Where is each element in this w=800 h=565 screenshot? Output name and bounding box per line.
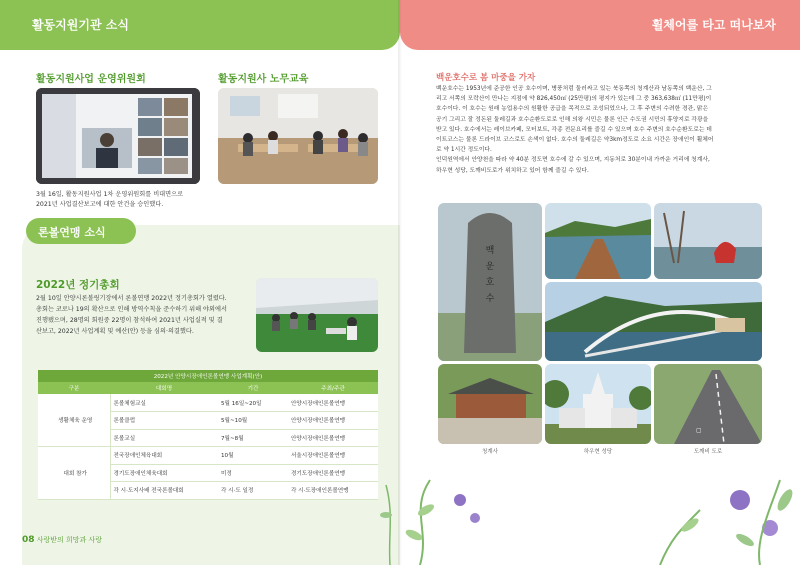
table-cell: 안양시장애인론볼연맹 — [288, 394, 378, 412]
table-cell: 경기도장애인체육대회 — [110, 464, 218, 482]
flower-decoration-icon — [400, 470, 800, 565]
article-line: 받고 있다. 호수에서는 레이브카페, 모터보트, 각종 전문요리를 즐길 수 있으며 호수 주변의 호수순환도로는 데 — [436, 126, 712, 133]
dokkaebi-road-photo — [654, 364, 762, 444]
table-title: 2022년 안양시장애인론볼연맹 사업계획(안) — [38, 370, 378, 382]
table-cell: 10월 — [218, 447, 288, 465]
page-number-footer — [22, 535, 102, 545]
stone-text-3: 호 — [485, 278, 495, 288]
general-meeting-body — [36, 293, 256, 337]
page-number: 08 — [22, 535, 35, 545]
page-gutter — [398, 0, 402, 565]
article-line: 백운호수는 1953년에 준공한 인공 호수이며, 병풍처럼 둘러싸고 있는 북동쪽의 청계산과 남동쪽의 백운산, 그 — [436, 86, 712, 92]
photo-label-cheonggyesa: 청계사 — [482, 449, 498, 455]
general-meeting-title: 2022년 정기총회 — [36, 279, 120, 291]
article-body — [436, 84, 766, 176]
article-line: 리고 서쪽의 모락산이 만나는 지점에 약 826,450㎡ (25만평)의 평지가 있는데 그 중 363,638㎡ (11만평)이 — [436, 96, 712, 103]
stone-monument-photo — [438, 203, 542, 361]
general-meeting-photo — [256, 278, 378, 352]
article-line: 공기 그리고 잘 정돈된 둘레길과 호수순환도로로 인해 의왕 시민은 물론 인근 수도권 시민의 휴양지로 각광을 — [436, 116, 709, 123]
table-cell: 서울시장애인론볼연맹 — [288, 447, 378, 465]
table-header-period: 기간 — [218, 382, 288, 394]
table-row — [38, 447, 378, 465]
lake-sculpture-photo — [654, 203, 762, 279]
lake-bridge-photo — [545, 282, 762, 361]
table-row — [38, 394, 378, 412]
table-cell: 론볼클럽 — [110, 412, 218, 430]
article-line: 이트코스는 물론 드라이브 코스로도 손색이 없다. 호수의 둘레길은 약3km정도로 소요 시간은 장애인이 휠체어 — [436, 137, 714, 144]
general-meeting-line-2: 총회는 코로나 19의 확산으로 인해 방역수칙을 준수하기 위해 야외에서 — [36, 306, 227, 313]
road-marking-text: ▢ — [696, 427, 702, 434]
table-header-host: 주최/주관 — [288, 382, 378, 394]
stone-text-1: 백 — [485, 246, 495, 256]
general-meeting-line-3: 진행됐으며, 28명의 회원중 22명이 참석하여 2021년 사업실적 및 결 — [36, 317, 223, 324]
labor-education-photo — [218, 88, 378, 184]
table-cell: 론볼체험교실 — [110, 394, 218, 412]
photo-label-dokkaebi: 도깨비 도로 — [693, 449, 723, 455]
lawn-bowls-news-tab-label: 론볼연맹 소식 — [38, 226, 106, 239]
lake-deck-illustration — [545, 203, 651, 279]
table-cell: 7월~8월 — [218, 429, 288, 447]
table-cell: 미정 — [218, 464, 288, 482]
road-illustration — [654, 364, 762, 444]
general-meeting-line-4: 산보고, 2022년 사업계획 및 예산(안) 등을 심의·의결했다. — [36, 328, 194, 335]
section-title-education: 활동지원사 노무교육 — [218, 74, 309, 85]
church-illustration — [545, 364, 651, 444]
table-cell: 5월~10월 — [218, 412, 288, 430]
article-line: 하우현 성당, 도깨비도로가 위치하고 있어 함께 즐길 수 있다. — [436, 167, 589, 174]
table-cell: 5월 16일~20일 — [218, 394, 288, 412]
business-plan-table — [38, 370, 378, 500]
left-header-title: 활동지원기관 소식 — [32, 18, 129, 32]
general-meeting-line-1: 2월 10일 안양시론볼링기장에서 론볼연맹 2022년 정기총회가 열렸다. — [36, 295, 227, 302]
stone-text-4: 수 — [485, 294, 495, 304]
hauhyeon-church-photo — [545, 364, 651, 444]
committee-caption — [36, 190, 206, 210]
committee-meeting-photo — [36, 88, 200, 184]
cheonggyesa-photo — [438, 364, 542, 444]
stone-monument-illustration — [438, 203, 542, 361]
table-header-category: 구분 — [38, 382, 110, 394]
temple-illustration — [438, 364, 542, 444]
table-cell: 전국장애인체육대회 — [110, 447, 218, 465]
stone-text-2: 운 — [485, 262, 495, 272]
table-cell: 안양시장애인론볼연맹 — [288, 429, 378, 447]
right-header-title: 휠체어를 타고 떠나보자 — [651, 18, 776, 32]
table-cell: 안양시장애인론볼연맹 — [288, 412, 378, 430]
table-cell-category: 대회 참가 — [38, 447, 110, 500]
table-cell-category: 생활체육 운영 — [38, 394, 110, 447]
article-line: 호수이다. 이 호수는 원래 농업용수의 원활한 공급을 목적으로 조성되었으나, 그 후 주변의 수려한 경관, 맑은 — [436, 106, 709, 113]
section-title-committee: 활동지원사업 운영위원회 — [36, 74, 146, 85]
left-header-bar — [0, 0, 400, 50]
table-cell: 경기도장애인론볼연맹 — [288, 464, 378, 482]
classroom-illustration — [218, 88, 378, 184]
committee-caption-line-2: 2021년 사업결산보고에 대한 안건을 승인했다. — [36, 201, 164, 208]
table-header-event: 대회명 — [110, 382, 218, 394]
lake-bridge-illustration — [545, 282, 762, 361]
lake-deck-photo — [545, 203, 651, 279]
committee-caption-line-1: 3월 16일, 활동지원사업 1차 운영위원회를 비대면으로 — [36, 191, 184, 198]
lawn-bowls-news-tab — [26, 218, 136, 244]
table-cell: 각 시·도지사배 전국론볼대회 — [110, 482, 218, 500]
table-cell: 론볼교실 — [110, 429, 218, 447]
lake-sculpture-illustration — [654, 203, 762, 279]
article-title: 백운호수로 봄 마중을 가자 — [436, 73, 536, 83]
table-cell: 각 시·도장애인론볼연맹 — [288, 482, 378, 500]
article-line: 로 약 1시간 정도이다. — [436, 147, 492, 154]
video-call-illustration — [36, 88, 200, 184]
flower-decoration-icon — [380, 455, 400, 565]
right-page — [400, 0, 800, 565]
outdoor-meeting-illustration — [256, 278, 378, 352]
table-cell: 각 시·도 일정 — [218, 482, 288, 500]
article-line: 인덕원역에서 안양천을 따라 약 40분 정도면 호수에 갈 수 있으며, 지동처로 30분이내 가까운 거리에 청계사, — [436, 157, 710, 164]
photo-label-hauhyeon: 하우현 성당 — [583, 449, 613, 455]
right-header-bar — [400, 0, 800, 50]
page-footer-text: 사랑받의 희망과 사랑 — [36, 536, 103, 544]
